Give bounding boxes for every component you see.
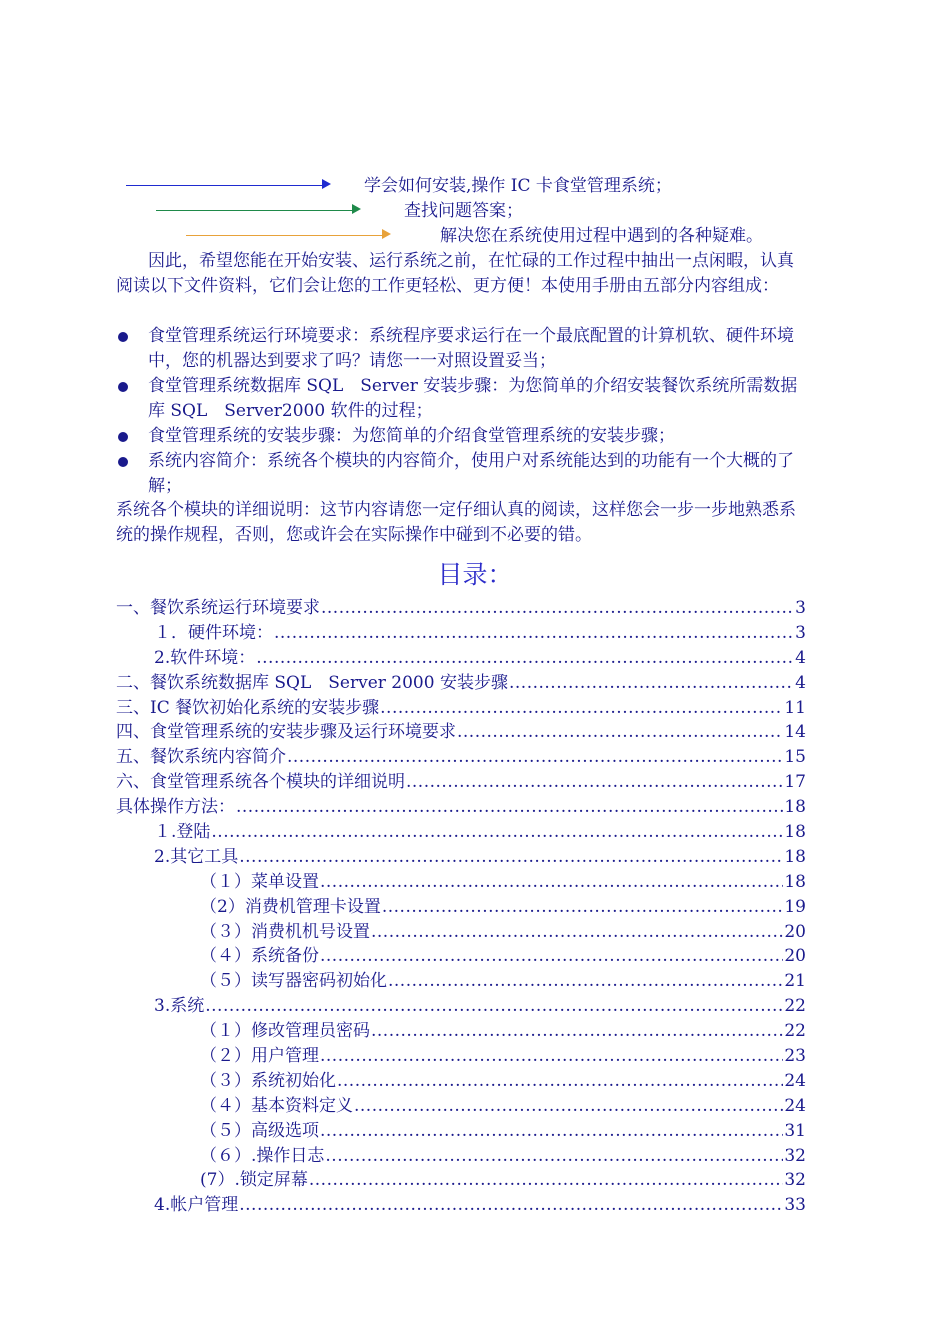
toc-page-number: 24 [784, 1095, 806, 1116]
toc-page-number: 18 [784, 797, 806, 818]
toc-entry[interactable] [116, 720, 806, 745]
toc-entry[interactable] [116, 671, 806, 696]
toc-page-number: 23 [784, 1046, 806, 1067]
toc-entry-label: 三、IC 餐饮初始化系统的安装步骤 [116, 697, 380, 718]
toc-entry-label: （2）消费机管理卡设置 [200, 896, 381, 917]
toc-entry[interactable] [116, 969, 806, 994]
toc-entry[interactable] [116, 870, 806, 895]
toc-entry-label: （５）读写器密码初始化 [200, 971, 387, 992]
toc-leader-dots [287, 745, 783, 770]
toc-page-number: 18 [784, 822, 806, 843]
toc-page-number: 15 [784, 747, 806, 768]
arrow-right-icon [352, 204, 361, 214]
toc-leader-dots [239, 1193, 783, 1218]
toc-entry-label: （５）高级选项 [200, 1120, 319, 1141]
toc-entry-label: (7）.锁定屏幕 [200, 1170, 308, 1191]
table-of-contents [116, 596, 806, 1218]
toc-entry-label: 2.其它工具 [154, 846, 239, 867]
bullet-item [116, 374, 806, 424]
toc-entry-label: １.登陆 [154, 822, 211, 843]
bullet-item [116, 449, 806, 499]
toc-entry-label: 3.系统 [154, 996, 205, 1017]
arrow-right-icon [322, 179, 331, 189]
toc-leader-dots [388, 969, 783, 994]
toc-entry-label: 具体操作方法： [116, 797, 235, 818]
toc-entry[interactable] [116, 1144, 806, 1169]
toc-entry[interactable] [116, 596, 806, 621]
toc-entry-label: （１）菜单设置 [200, 871, 319, 892]
toc-page-number: 3 [795, 622, 806, 643]
arrow-line [126, 185, 324, 186]
toc-leader-dots [382, 895, 784, 920]
toc-leader-dots [205, 994, 783, 1019]
toc-leader-dots [325, 1144, 783, 1169]
bullet-dot-icon [118, 432, 128, 442]
toc-entry-label: （１）修改管理员密码 [200, 1021, 370, 1042]
toc-entry[interactable] [116, 944, 806, 969]
toc-entry[interactable] [116, 795, 806, 820]
bullet-text: 食堂管理系统数据库 SQL Server 安装步骤：为您简单的介绍安装餐饮系统所需数据库 SQL Server2000 软件的过程； [148, 376, 798, 421]
toc-leader-dots [239, 845, 783, 870]
toc-entry[interactable] [116, 1019, 806, 1044]
toc-page-number: 20 [784, 946, 806, 967]
toc-entry[interactable] [116, 820, 806, 845]
toc-entry-label: （４）基本资料定义 [200, 1095, 353, 1116]
toc-entry-label: 四、食堂管理系统的安装步骤及运行环境要求 [116, 722, 456, 743]
toc-leader-dots [321, 596, 794, 621]
closing-paragraph: 系统各个模块的详细说明：这节内容请您一定仔细认真的阅读，这样您会一步一步地熟悉系统的操作规程，否则，您或许会在实际操作中碰到不必要的错。 [116, 500, 796, 545]
toc-entry-label: （３）消费机机号设置 [200, 921, 370, 942]
bullet-text: 系统内容简介：系统各个模块的内容简介，使用户对系统能达到的功能有一个大概的了解； [148, 451, 794, 496]
toc-entry[interactable] [116, 696, 806, 721]
toc-entry-label: 二、餐饮系统数据库 SQL Server 2000 安装步骤 [116, 672, 508, 693]
toc-page-number: 20 [784, 921, 806, 942]
intro-arrow-item-3 [186, 224, 886, 248]
toc-entry[interactable] [116, 920, 806, 945]
arrow-text: 查找问题答案； [404, 201, 523, 221]
toc-entry[interactable] [116, 1069, 806, 1094]
toc-leader-dots [256, 646, 794, 671]
intro-arrow-item-2 [156, 199, 856, 223]
toc-page-number: 22 [784, 1021, 806, 1042]
toc-page-number: 22 [784, 996, 806, 1017]
bullet-dot-icon [118, 457, 128, 467]
intro-bullet-list [116, 324, 806, 499]
bullet-dot-icon [118, 332, 128, 342]
toc-page-number: 19 [784, 896, 806, 917]
toc-entry[interactable] [116, 845, 806, 870]
toc-leader-dots [320, 870, 783, 895]
toc-entry-label: 六、食堂管理系统各个模块的详细说明 [116, 772, 405, 793]
arrow-right-icon [382, 229, 391, 239]
toc-entry-label: １．硬件环境： [154, 622, 273, 643]
toc-leader-dots [274, 621, 794, 646]
toc-leader-dots [371, 920, 783, 945]
toc-page-number: 18 [784, 846, 806, 867]
toc-leader-dots [320, 944, 783, 969]
arrow-text: 解决您在系统使用过程中遇到的各种疑难。 [440, 226, 763, 246]
toc-leader-dots [236, 795, 783, 820]
toc-entry[interactable] [116, 1119, 806, 1144]
toc-entry[interactable] [116, 621, 806, 646]
toc-leader-dots [320, 1044, 783, 1069]
toc-entry[interactable] [116, 1094, 806, 1119]
toc-page-number: 4 [795, 647, 806, 668]
bullet-text: 食堂管理系统的安装步骤：为您简单的介绍食堂管理系统的安装步骤； [148, 426, 675, 446]
arrow-line [186, 235, 384, 236]
toc-entry-label: （３）系统初始化 [200, 1070, 336, 1091]
toc-page-number: 21 [784, 971, 806, 992]
intro-arrow-item-1 [126, 174, 826, 198]
toc-entry-label: 一、餐饮系统运行环境要求 [116, 598, 320, 618]
toc-entry-label: 4.帐户管理 [154, 1195, 239, 1216]
toc-entry-label: （６）.操作日志 [200, 1145, 325, 1166]
bullet-item [116, 324, 806, 374]
arrow-line [156, 210, 354, 211]
toc-page-number: 32 [784, 1170, 806, 1191]
bullet-dot-icon [118, 382, 128, 392]
toc-page-number: 3 [795, 598, 806, 618]
toc-entry[interactable] [116, 895, 806, 920]
toc-page-number: 14 [784, 722, 806, 743]
toc-leader-dots [509, 671, 794, 696]
toc-entry[interactable] [116, 1044, 806, 1069]
toc-leader-dots [309, 1168, 784, 1193]
arrow-text: 学会如何安装,操作 IC 卡食堂管理系统； [364, 176, 672, 196]
toc-leader-dots [337, 1069, 783, 1094]
toc-page-number: 24 [784, 1070, 806, 1091]
toc-page-number: 33 [784, 1195, 806, 1216]
toc-entry[interactable] [116, 646, 806, 671]
toc-entry[interactable] [116, 994, 806, 1019]
bullet-text: 食堂管理系统运行环境要求：系统程序要求运行在一个最底配置的计算机软、硬件环境中，您的机器达到要求了吗？请您一一对照设置妥当； [148, 326, 794, 371]
toc-entry-label: （２）用户管理 [200, 1046, 319, 1067]
toc-entry[interactable] [116, 770, 806, 795]
toc-page-number: 17 [784, 772, 806, 793]
toc-page-number: 32 [784, 1145, 806, 1166]
toc-page-number: 18 [784, 871, 806, 892]
toc-leader-dots [371, 1019, 783, 1044]
toc-entry[interactable] [116, 1168, 806, 1193]
toc-title: 目录： [437, 560, 513, 589]
toc-page-number: 31 [784, 1120, 806, 1141]
intro-paragraph: 因此，希望您能在开始安装、运行系统之前，在忙碌的工作过程中抽出一点闲暇，认真阅读以下文件资料，它们会让您的工作更轻松、更方便！本使用手册由五部分内容组成： [116, 251, 794, 296]
toc-entry-label: 五、餐饮系统内容简介 [116, 747, 286, 768]
bullet-item [116, 424, 806, 449]
toc-leader-dots [211, 820, 783, 845]
toc-entry-label: （４）系统备份 [200, 946, 319, 967]
toc-entry-label: 2.软件环境： [154, 647, 256, 668]
toc-leader-dots [320, 1119, 783, 1144]
toc-entry[interactable] [116, 745, 806, 770]
toc-leader-dots [406, 770, 783, 795]
toc-leader-dots [457, 720, 783, 745]
toc-entry[interactable] [116, 1193, 806, 1218]
toc-leader-dots [380, 696, 783, 721]
toc-page-number: 4 [795, 672, 806, 693]
toc-leader-dots [354, 1094, 783, 1119]
toc-page-number: 11 [784, 697, 806, 718]
